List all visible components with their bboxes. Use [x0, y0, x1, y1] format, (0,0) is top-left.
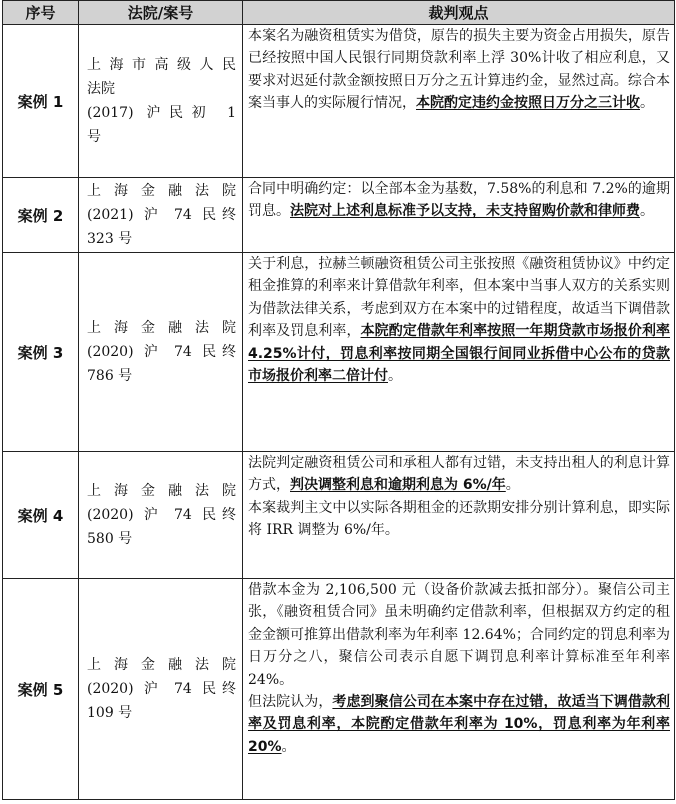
ruling-text: 本案名为融资租赁实为借贷，原告的损失主要为资金占用损失，原告已经按照中国人民银行同期贷款利率上浮 30%计收了相应利息，又要求对迟延付款金额按照日万分之五计算违约金，显然过高。综合本案当事人的实际履行情况，	[248, 28, 670, 112]
ruling-view	[243, 452, 675, 579]
court-line: 上海金融法院	[87, 320, 236, 336]
court-line: 法院	[87, 81, 115, 97]
court-line: 323 号	[87, 231, 133, 247]
ruling-emphasis: 考虑到聚信公司在本案中存在过错，故适当下调借款利率及罚息利率，本院酌定借款年利率为 10%，罚息利率为年利率 20%	[248, 694, 670, 755]
court-cell	[79, 452, 243, 579]
ruling-view	[243, 178, 675, 253]
court-line: (2020) 沪 74 民终	[87, 507, 236, 523]
ruling-view	[243, 25, 675, 178]
court-cell	[79, 579, 243, 800]
header-view: 裁判观点	[243, 1, 675, 25]
court-cell	[79, 178, 243, 253]
ruling-tail: 。	[640, 95, 654, 112]
ruling-text: 合同中明确约定：以全部本金为基数，7.58%的利息和 7.2%的逾期罚息。	[248, 181, 670, 220]
header-no: 序号	[3, 1, 79, 25]
table-row	[3, 25, 675, 178]
case-number: 案例 5	[3, 579, 79, 800]
court-line: (2020) 沪 74 民终	[87, 681, 236, 697]
ruling-view	[243, 579, 675, 800]
ruling-text: 法院判定融资租赁公司和承租人都有过错，未支持出租人的利息计算方式，	[248, 455, 670, 494]
ruling-tail: 。	[505, 477, 520, 494]
table-row	[3, 452, 675, 579]
ruling-text: 关于利息，拉赫兰顿融资租赁公司主张按照《融资租赁协议》中约定租金推算的利率来计算借款年利率，但本案中当事人双方的关系实则为借款法律关系，考虑到双方在本案中的过错程度，故适当下调借款利率及罚息利率，	[248, 256, 670, 340]
ruling-tail: 。	[388, 368, 402, 385]
header-court: 法院/案号	[79, 1, 243, 25]
ruling-tail: 。	[281, 738, 296, 755]
court-line: 上海市高级人民	[87, 57, 236, 73]
court-line: 上海金融法院	[87, 657, 236, 673]
court-line: 上海金融法院	[87, 183, 236, 199]
court-line: 109 号	[87, 705, 133, 721]
court-line: (2021) 沪 74 民终	[87, 207, 236, 223]
court-line: (2017) 沪民初 1	[87, 105, 236, 121]
case-number: 案例 2	[3, 178, 79, 253]
ruling-tail: 。	[640, 203, 654, 220]
ruling-emphasis: 本院酌定违约金按照日万分之三计收	[416, 95, 640, 112]
ruling-view	[243, 253, 675, 452]
court-line: 上海金融法院	[87, 483, 236, 499]
ruling-text-2: 但法院认为，	[248, 694, 333, 711]
court-line: (2020) 沪 74 民终	[87, 344, 236, 360]
ruling-emphasis: 法院对上述利息标准予以支持，未支持留购价款和律师费	[290, 203, 640, 220]
court-cell	[79, 25, 243, 178]
table-row	[3, 579, 675, 800]
case-number: 案例 4	[3, 452, 79, 579]
ruling-emphasis: 本院酌定借款年利率按照一年期贷款市场报价利率 4.25%计付，罚息利率按同期全国银行间同业拆借中心公布的贷款市场报价利率二倍计付	[248, 323, 671, 385]
table-row	[3, 253, 675, 452]
court-line: 号	[87, 129, 101, 145]
ruling-extra: 本案裁判主文中以实际各期租金的还款期安排分别计算利息，即实际将 IRR 调整为 6%/年。	[248, 499, 670, 539]
court-cell	[79, 253, 243, 452]
ruling-text: 借款本金为 2,106,500 元（设备价款减去抵扣部分）。聚信公司主张，《融资租赁合同》虽未明确约定借款利率，但根据双方约定的租金金额可推算出借款利率为年利率 12.64%；合同约定的罚息利率为日万分之八，聚信公司表示自愿下调罚息利率计算标准至年利率 24%。	[248, 582, 670, 688]
case-number: 案例 1	[3, 25, 79, 178]
court-line: 786 号	[87, 368, 133, 384]
table-header-row	[3, 1, 675, 25]
case-table	[2, 0, 675, 800]
court-line: 580 号	[87, 531, 133, 547]
case-number: 案例 3	[3, 253, 79, 452]
ruling-emphasis: 判决调整利息和逾期利息为 6%/年	[290, 477, 506, 494]
table-row	[3, 178, 675, 253]
